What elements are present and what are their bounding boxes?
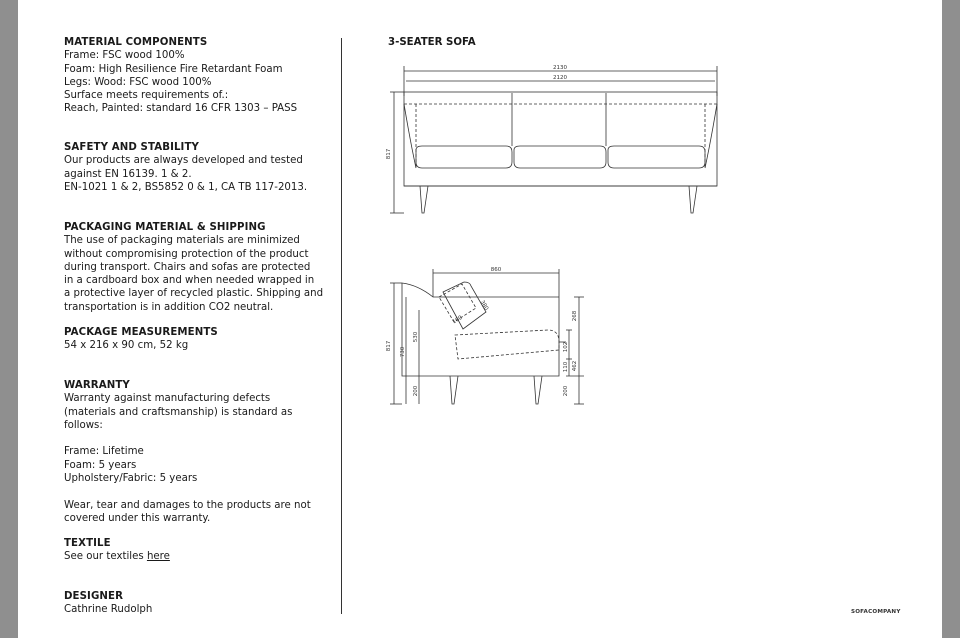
text-line: Foam: 5 years bbox=[64, 459, 137, 471]
material-heading: MATERIAL COMPONENTS bbox=[64, 37, 208, 48]
text-line: Legs: Wood: FSC wood 100% bbox=[64, 76, 212, 88]
measurements-heading: PACKAGE MEASUREMENTS bbox=[64, 327, 218, 338]
textile-prefix: See our textiles bbox=[64, 551, 147, 563]
dim-side-height: 817 bbox=[386, 340, 392, 352]
text-line: (materials and craftsmanship) is standard as follows: bbox=[64, 406, 293, 431]
dim-leg-height-right: 200 bbox=[563, 385, 569, 397]
text-line: in a cardboard box and when needed wrapped in bbox=[64, 275, 315, 287]
dim-armrest-height: 462 bbox=[572, 360, 578, 372]
text-line: against EN 16139. 1 & 2. bbox=[64, 168, 192, 180]
text-line: without compromising protection of the product bbox=[64, 248, 309, 260]
text-line: during transport. Chairs and sofas are protected bbox=[64, 261, 311, 273]
dim-inner-width: 2120 bbox=[553, 75, 567, 81]
designer-heading: DESIGNER bbox=[64, 591, 124, 602]
text-line: transportation is in addition CO2 neutral. bbox=[64, 301, 274, 313]
dim-back-cushion-w: 160 bbox=[451, 314, 464, 326]
dim-seat-depth: 110 bbox=[563, 361, 569, 373]
spec-sheet bbox=[18, 0, 942, 638]
text-line: Reach, Painted: standard 16 CFR 1303 – PASS bbox=[64, 103, 298, 115]
dim-front-height: 817 bbox=[386, 148, 392, 160]
text-line: Surface meets requirements of.: bbox=[64, 90, 229, 102]
dim-back-height: 730 bbox=[400, 346, 406, 358]
text-line: covered under this warranty. bbox=[64, 512, 211, 524]
dim-cushion-thickness: 102 bbox=[563, 341, 569, 353]
dim-leg-height: 200 bbox=[413, 385, 419, 397]
dim-depth: 860 bbox=[490, 267, 502, 273]
text-line: The use of packaging materials are minimized bbox=[64, 235, 300, 247]
textile-heading: TEXTILE bbox=[64, 538, 111, 549]
side-view-drawing bbox=[18, 0, 942, 638]
dim-arm-top: 268 bbox=[572, 310, 578, 322]
textile-link[interactable]: here bbox=[146, 551, 170, 563]
text-line: 54 x 216 x 90 cm, 52 kg bbox=[64, 340, 189, 352]
dim-seat-height: 530 bbox=[413, 331, 419, 343]
drawing-title: 3-SEATER SOFA bbox=[388, 37, 476, 48]
text-line: Upholstery/Fabric: 5 years bbox=[64, 473, 198, 485]
text-line: Foam: High Resilience Fire Retardant Foam bbox=[64, 63, 283, 75]
text-line: Frame: FSC wood 100% bbox=[64, 50, 185, 62]
dim-overall-width: 2130 bbox=[553, 65, 567, 71]
text-line: EN-1021 1 & 2, BS5852 0 & 1, CA TB 117-2013. bbox=[64, 181, 308, 193]
text-line: a protective layer of recycled plastic. Shipping and bbox=[64, 288, 324, 300]
text-line: Wear, tear and damages to the products are not bbox=[64, 499, 311, 511]
text-line: Our products are always developed and tested bbox=[64, 155, 303, 167]
designer-name: Cathrine Rudolph bbox=[64, 604, 153, 616]
brand-logo-text: SOFACOMPANY bbox=[851, 609, 901, 615]
packaging-heading: PACKAGING MATERIAL & SHIPPING bbox=[64, 222, 266, 233]
dim-back-cushion-h: 380 bbox=[478, 299, 490, 312]
warranty-heading: WARRANTY bbox=[64, 380, 130, 391]
text-line: Frame: Lifetime bbox=[64, 446, 144, 458]
text-line: Warranty against manufacturing defects bbox=[64, 393, 271, 405]
safety-heading: SAFETY AND STABILITY bbox=[64, 142, 199, 153]
